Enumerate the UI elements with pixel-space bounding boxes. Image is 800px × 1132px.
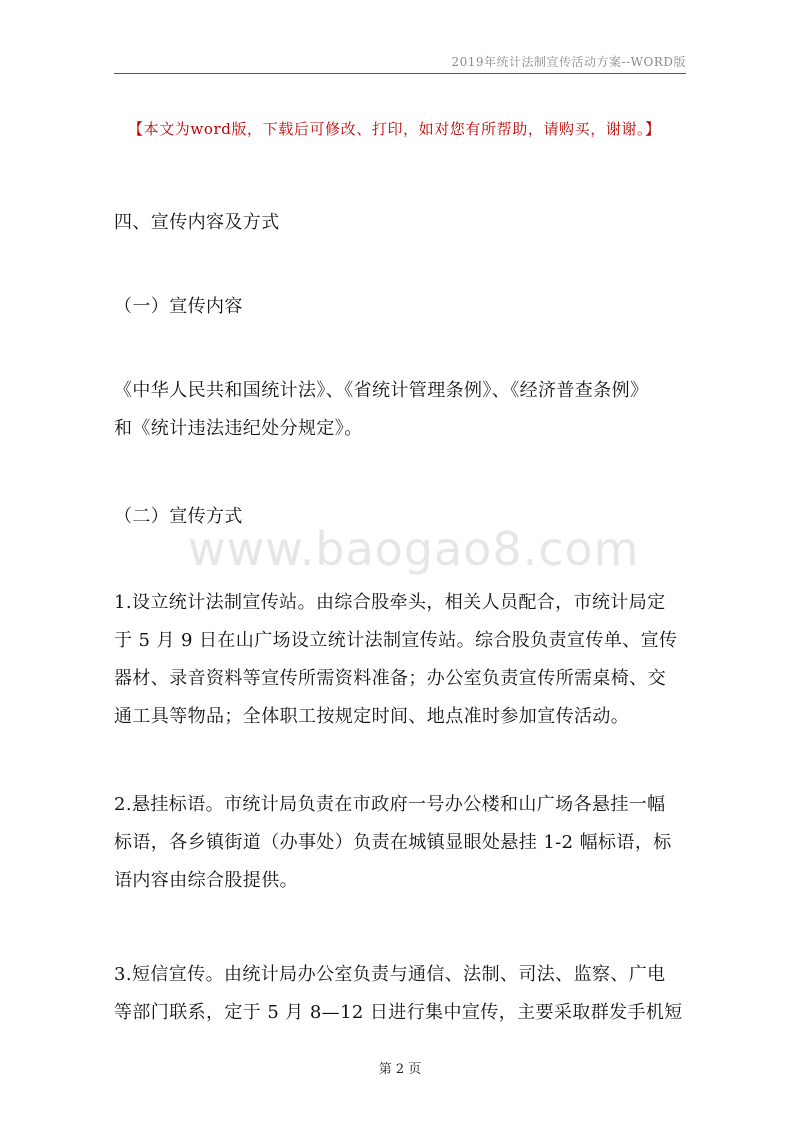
paragraph-line: 和《统计违法违纪处分规定》。: [114, 418, 363, 439]
paragraph-line: 器材、录音资料等宣传所需资料准备；办公室负责宣传所需桌椅、交: [114, 668, 666, 689]
section-title: 四、宣传内容及方式: [114, 212, 280, 233]
purchase-notice: 【本文为word版，下载后可修改、打印，如对您有所帮助，请购买，谢谢。】: [128, 120, 661, 138]
method-item-1: [114, 584, 688, 736]
paragraph-line: 通工具等物品；全体职工按规定时间、地点准时参加宣传活动。: [114, 706, 630, 727]
paragraph-line: 2.悬挂标语。市统计局负责在市政府一号办公楼和山广场各悬挂一幅: [114, 794, 666, 815]
page-number: 第 2 页: [378, 1062, 422, 1077]
paragraph-line: 《中华人民共和国统计法》、《省统计管理条例》、《经济普查条例》: [114, 380, 649, 401]
paragraph-line: 等部门联系，定于 5 月 8—12 日进行集中宣传，主要采取群发手机短: [114, 1002, 683, 1023]
paragraph-line: 1.设立统计法制宣传站。由综合股牵头，相关人员配合，市统计局定: [114, 592, 666, 613]
header-divider: [114, 73, 686, 74]
paragraph-line: 3.短信宣传。由统计局办公室负责与通信、法制、司法、监察、广电: [114, 964, 666, 985]
watermark: www.baogao8.com: [188, 522, 640, 576]
paragraph-line: 标语，各乡镇街道（办事处）负责在城镇显眼处悬挂 1-2 幅标语，标: [114, 832, 672, 853]
paragraph-line: 于 5 月 9 日在山广场设立统计法制宣传站。综合股负责宣传单、宣传: [114, 630, 678, 651]
subsection-title-methods: （二）宣传方式: [114, 506, 243, 527]
subsection-title-content: （一）宣传内容: [114, 296, 243, 317]
method-item-3: [114, 956, 688, 1032]
paragraph-line: 语内容由综合股提供。: [114, 870, 298, 891]
method-item-2: [114, 786, 688, 900]
content-paragraph: [114, 372, 688, 448]
header-title: 2019年统计法制宣传活动方案--WORD版: [451, 55, 686, 69]
